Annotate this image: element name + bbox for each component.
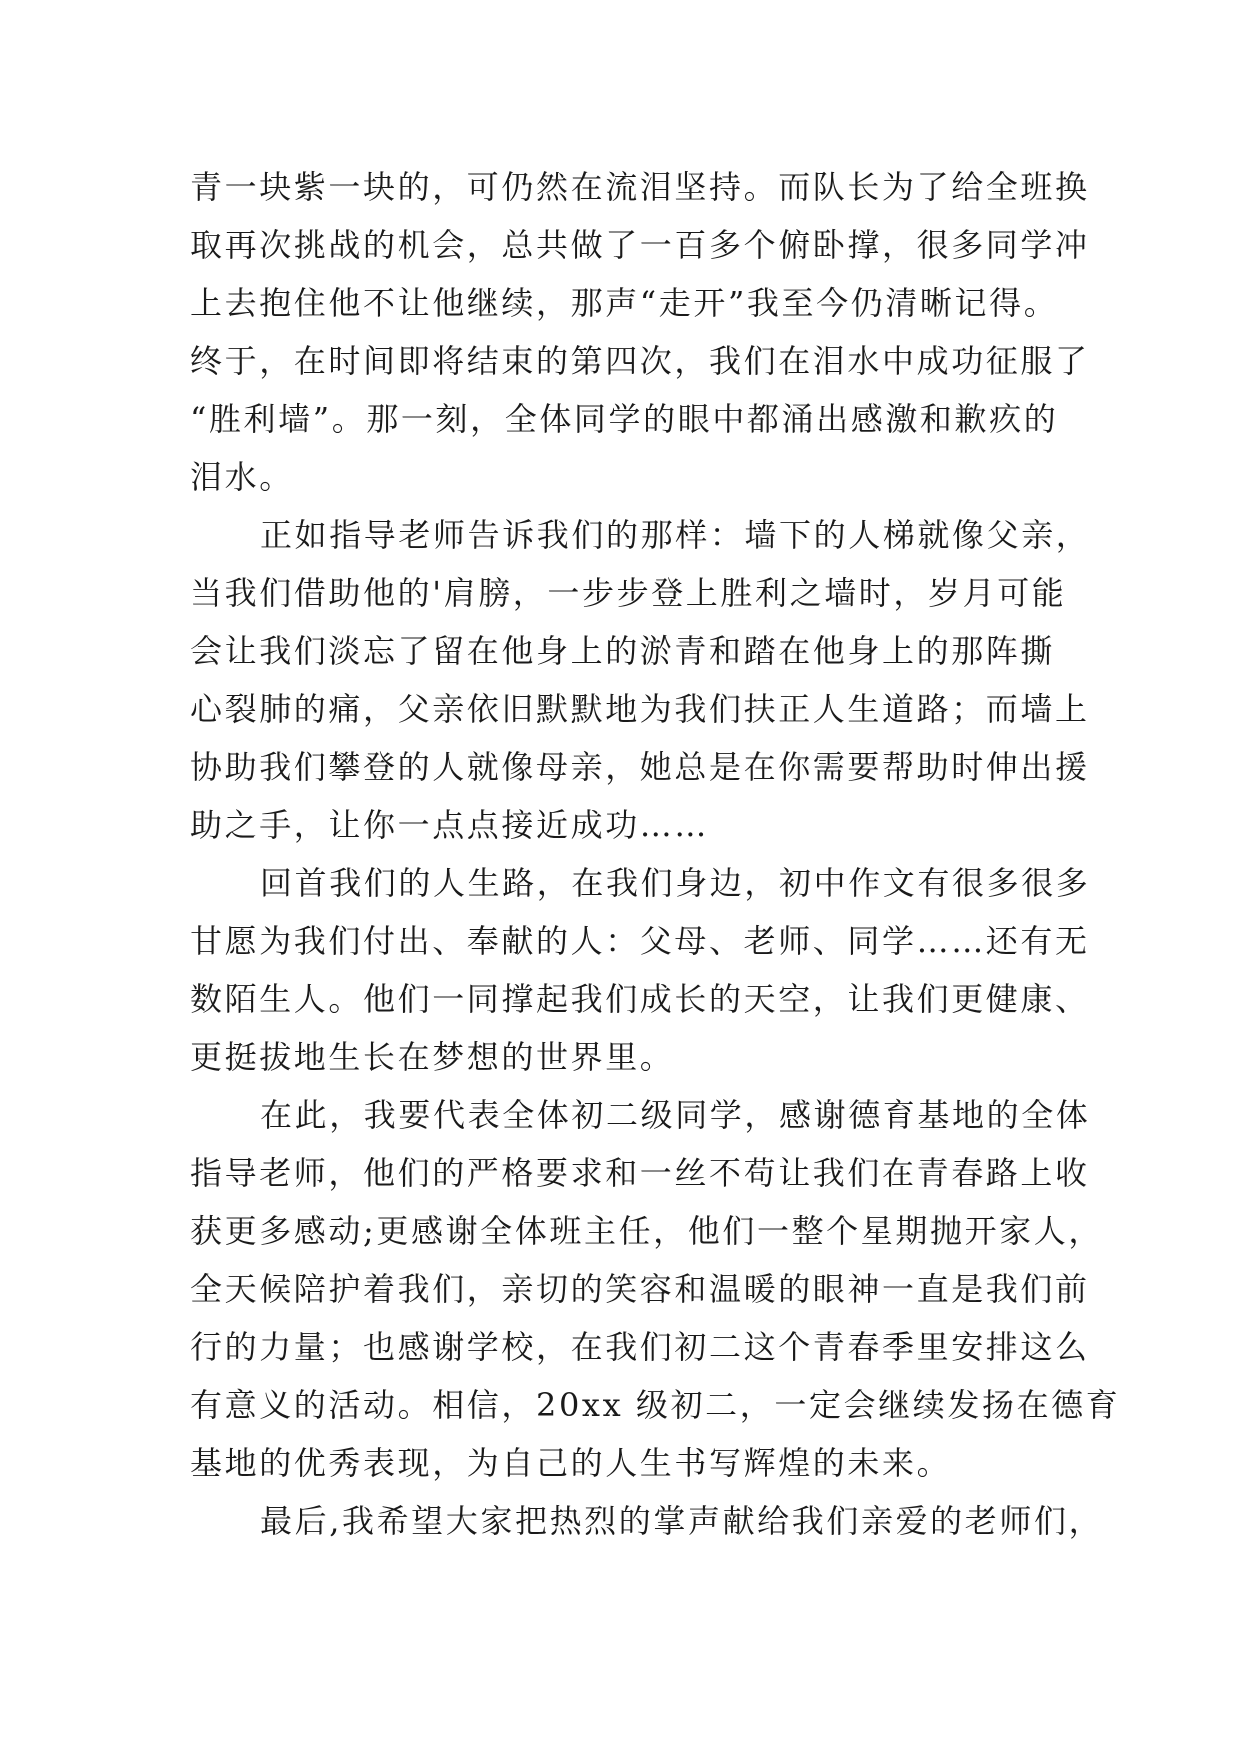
text-line: 指导老师，他们的严格要求和一丝不苟让我们在青春路上收 [190,1154,1090,1192]
text-line: 会让我们淡忘了留在他身上的淤青和踏在他身上的那阵撕 [190,632,1056,670]
body-text [190,158,1121,1550]
paragraph-first-line: 最后,我希望大家把热烈的掌声献给我们亲爱的老师们， [260,1502,1104,1540]
text-line: 终于，在时间即将结束的第四次，我们在泪水中成功征服了 [190,342,1090,380]
paragraph-first-line: 回首我们的人生路，在我们身边，初中作文有很多很多 [260,864,1091,902]
text-line: 全天候陪护着我们，亲切的笑容和温暖的眼神一直是我们前 [190,1270,1090,1308]
text-line: 甘愿为我们付出、奉献的人：父母、老师、同学……还有无 [190,922,1090,960]
text-line: 上去抱住他不让他继续，那声“走开”我至今仍清晰记得。 [190,284,1059,322]
text-line: 心裂肺的痛，父亲依旧默默地为我们扶正人生道路；而墙上 [190,690,1090,728]
paragraph-first-line: 正如指导老师告诉我们的那样：墙下的人梯就像父亲， [260,516,1091,554]
text-line: 更挺拔地生长在梦想的世界里。 [190,1038,675,1076]
text-line: 行的力量；也感谢学校，在我们初二这个青春季里安排这么 [190,1328,1090,1366]
text-line: 泪水。 [190,458,294,496]
text-line: “胜利墙”。那一刻，全体同学的眼中都涌出感激和歉疚的 [190,400,1059,438]
text-line: 当我们借助他的'肩膀，一步步登上胜利之墙时，岁月可能 [190,574,1067,612]
text-line: 数陌生人。他们一同撑起我们成长的天空，让我们更健康、 [190,980,1090,1018]
text-line: 有意义的活动。相信，20xx 级初二，一定会继续发扬在德育 [190,1386,1121,1424]
text-line: 取再次挑战的机会，总共做了一百多个俯卧撑，很多同学冲 [190,226,1090,264]
text-line: 青一块紫一块的，可仍然在流泪坚持。而队长为了给全班换 [190,168,1090,206]
text-line: 获更多感动;更感谢全体班主任，他们一整个星期抛开家人， [190,1212,1103,1250]
text-line: 协助我们攀登的人就像母亲，她总是在你需要帮助时伸出援 [190,748,1090,786]
text-line: 助之手，让你一点点接近成功…… [190,806,710,844]
text-line: 基地的优秀表现，为自己的人生书写辉煌的未来。 [190,1444,952,1482]
paragraph-first-line: 在此，我要代表全体初二级同学，感谢德育基地的全体 [260,1096,1091,1134]
